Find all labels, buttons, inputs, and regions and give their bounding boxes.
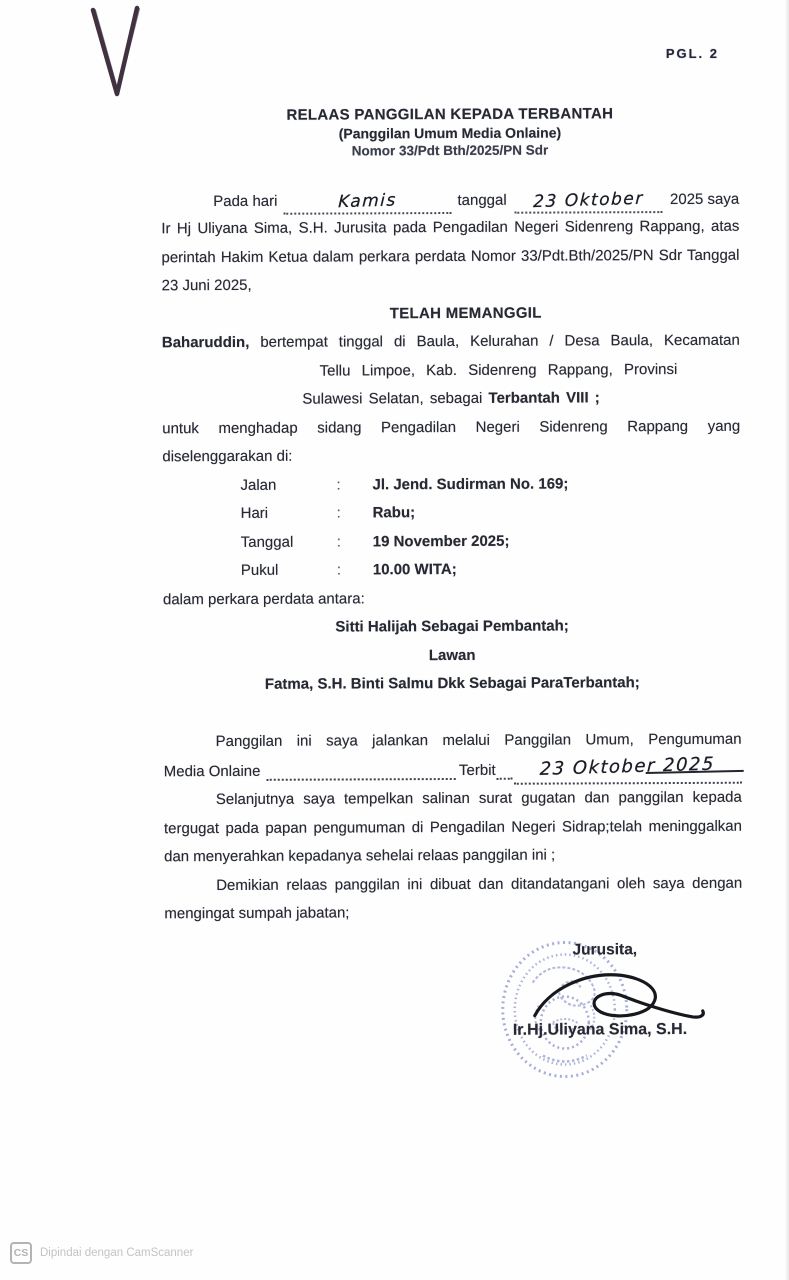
defendant-address-line2: Tellu Limpoe, Kab. Sidenreng Rappang, Provinsi [319, 360, 678, 380]
signer-role: Jurusita, [572, 940, 638, 958]
handwritten-terbit-date: 23 Oktober 2025 [539, 753, 716, 780]
opening-middle: tanggal [457, 191, 507, 209]
opening-paragraph: Ir Hj Uliyana Sima, S.H. Jurusita pada Pengadilan Negeri Sidenreng Rappang, atas perintah Hakim Ketua dalam perkara perdata Nomor 33/Pdt.Bth/2025/PN Sdr Tanggal 23 Juni 2025, [161, 217, 740, 295]
row-value: 10.00 WITA; [372, 560, 457, 579]
opening-prefix: Pada hari [213, 192, 278, 211]
page-number-label: PGL. 2 [665, 46, 719, 61]
hearing-row-date [241, 526, 741, 557]
defendant-address-line1 [162, 327, 740, 358]
row-label: Tanggal [240, 533, 294, 551]
dotted-leader-short [497, 778, 513, 780]
row-colon: : [336, 504, 341, 522]
terbit-line [164, 754, 742, 787]
row-colon: : [336, 475, 341, 494]
handwritten-date: 23 Oktober [532, 188, 644, 213]
plaintiff-line: Sitti Halijah Sebagai Pembantah; [335, 617, 569, 636]
row-value: Jl. Jend. Sudirman No. 169; [372, 474, 569, 493]
hearing-row-street [240, 469, 740, 500]
row-colon: : [336, 532, 341, 551]
handwritten-date-field [515, 187, 662, 214]
row-label: Jalan [240, 476, 277, 494]
row-value: Rabu; [372, 504, 416, 522]
defendant-address-rest: bertempat tinggal di Baula, Kelurahan / Desa Baula, Kecamatan [249, 331, 740, 351]
opening-line [161, 187, 739, 216]
row-label: Hari [240, 504, 269, 522]
camscanner-text: Dipindai dengan CamScanner [40, 1247, 194, 1259]
case-number: Nomor 33/Pdt Bth/2025/PN Sdr [351, 142, 549, 159]
row-value: 19 November 2025; [372, 532, 510, 550]
summon-purpose: untuk menghadap sidang Pengadilan Negeri Sidenreng Rappang yang diselenggarakan di: [162, 417, 741, 466]
camscanner-icon: CS [10, 1242, 32, 1264]
dotted-leader [266, 778, 456, 781]
signature-block [164, 928, 743, 1111]
handwritten-day: Kamis [337, 190, 398, 213]
signature-scribble [525, 964, 725, 1027]
defendant-line: Fatma, S.H. Binti Salmu Dkk Sebagai ParaTerbantah; [264, 674, 640, 693]
media-online-label: Media Onlaine [163, 762, 261, 781]
document-title: RELAAS PANGGILAN KEPADA TERBANTAH [286, 105, 614, 124]
hearing-details [162, 469, 740, 586]
hearing-row-day [241, 498, 741, 529]
closing-para1-line1: Panggilan ini saya jalankan melalui Panggilan Umum, Pengumuman [215, 730, 742, 750]
case-intro: dalam perkara perdata antara: [162, 589, 365, 608]
signer-name: Ir.Hj.Uliyana Sima, S.H. [512, 1020, 688, 1039]
closing-para3: Demikian relaas panggilan ini dibuat dan ditandatangani oleh saya dengan mengingat sumpah jabatan; [164, 874, 743, 923]
document-body [161, 105, 743, 1111]
summon-heading: TELAH MEMANGGIL [389, 304, 542, 322]
row-colon: : [336, 561, 342, 579]
opening-suffix: 2025 saya [669, 190, 740, 209]
camscanner-watermark [10, 1242, 193, 1264]
terbit-label: Terbit [458, 761, 496, 779]
defendant-address-line3 [162, 384, 740, 415]
document-subtitle: (Panggilan Umum Media Onlaine) [338, 124, 562, 142]
closing-para2: Selanjutnya saya tempelkan salinan surat gugatan dan panggilan kepada tergugat pada papan pengumuman di Pengadilan Negeri Sidrap;telah meninggalkan dan menyerahkan kepadanya sehelai relaas panggilan ini ; [163, 788, 742, 866]
handwritten-terbit-field [514, 753, 742, 785]
handwritten-day-field [283, 188, 451, 215]
versus-line: Lawan [428, 646, 476, 664]
hearing-row-time [241, 555, 741, 586]
pen-checkmark [84, 4, 150, 104]
defendant-role: Terbantah VIII ; [488, 389, 600, 407]
row-label: Pukul [240, 561, 279, 579]
defendant-role-prefix: Sulawesi Selatan, sebagai [302, 389, 489, 408]
defendant-name: Baharuddin, [161, 333, 250, 352]
